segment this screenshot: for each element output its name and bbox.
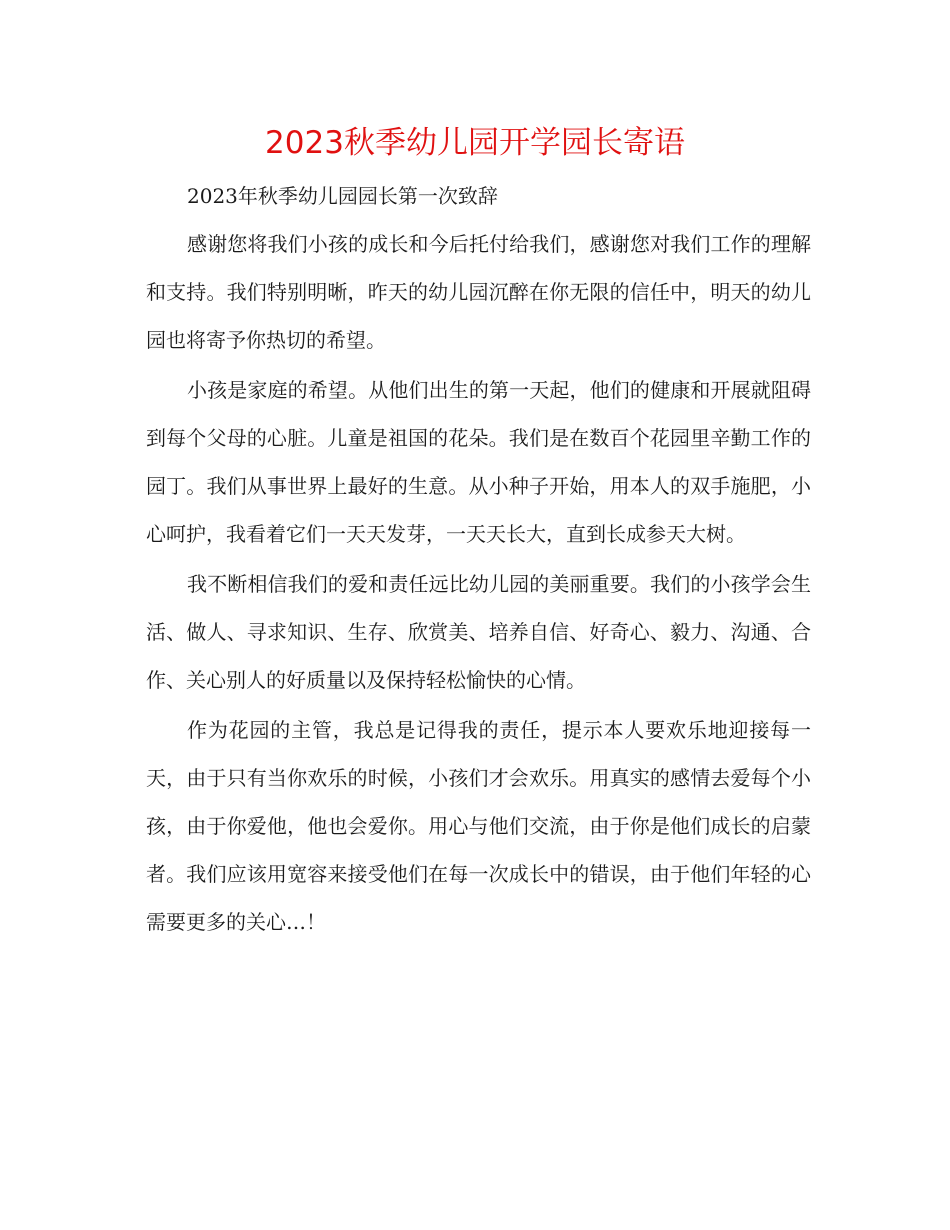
document-body xyxy=(146,174,811,946)
paragraph-2: 小孩是家庭的希望。从他们出生的第一天起，他们的健康和开展就阻碍到每个父母的心脏。儿童是祖国的花朵。我们是在数百个花园里辛勤工作的园丁。我们从事世界上最好的生意。从小种子开始，用本人的双手施肥，小心呵护，我看着它们一天天发芽，一天天长大，直到长成参天大树。 xyxy=(146,378,811,546)
page-title: 2023秋季幼儿园开学园长寄语 xyxy=(265,125,685,161)
paragraph-4: 作为花园的主管，我总是记得我的责任，提示本人要欢乐地迎接每一天，由于只有当你欢乐的时候，小孩们才会欢乐。用真实的感情去爱每个小孩，由于你爱他，他也会爱你。用心与他们交流，由于你是他们成长的启蒙者。我们应该用宽容来接受他们在每一次成长中的错误，由于他们年轻的心需要更多的关心…！ xyxy=(146,718,811,934)
paragraph-3: 我不断相信我们的爱和责任远比幼儿园的美丽重要。我们的小孩学会生活、做人、寻求知识、生存、欣赏美、培养自信、好奇心、毅力、沟通、合作、关心别人的好质量以及保持轻松愉快的心情。 xyxy=(146,572,811,692)
document-subtitle: 2023年秋季幼儿园园长第一次致辞 xyxy=(187,184,498,208)
paragraph-1: 感谢您将我们小孩的成长和今后托付给我们，感谢您对我们工作的理解和支持。我们特别明晰，昨天的幼儿园沉醉在你无限的信任中，明天的幼儿园也将寄予你热切的希望。 xyxy=(146,232,811,352)
